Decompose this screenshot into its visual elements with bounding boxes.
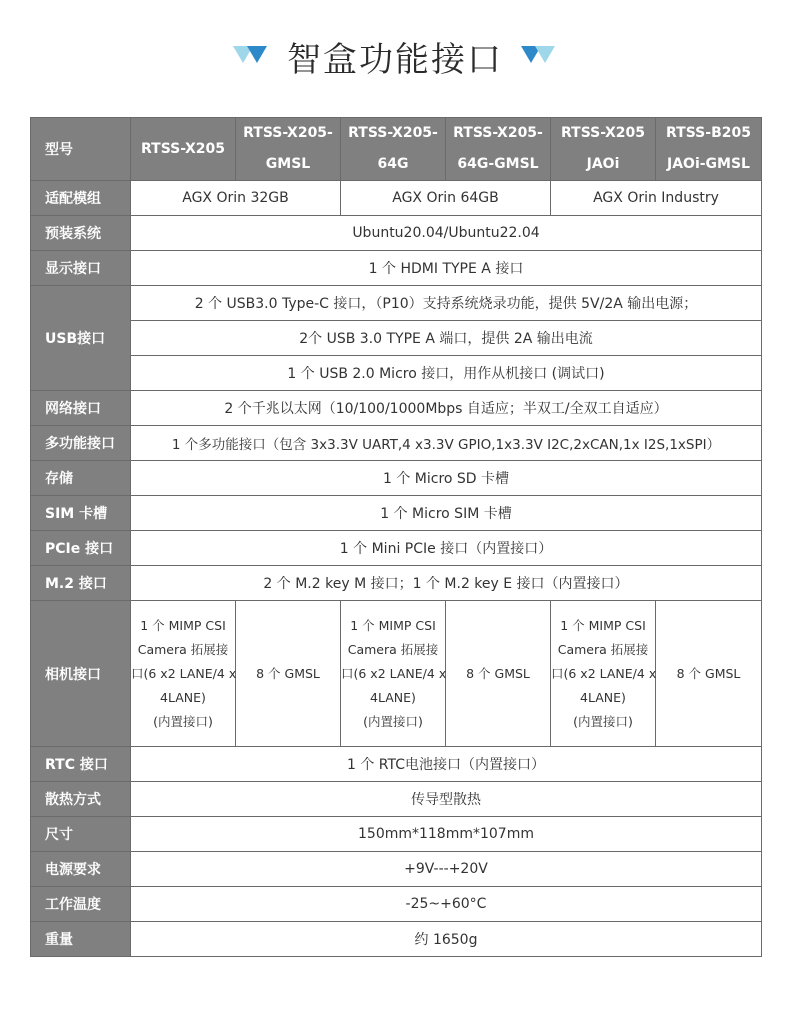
table-cell: 1 个 Mini PCIe 接口（内置接口）	[131, 531, 762, 566]
table-cell: 2 个 M.2 key M 接口；1 个 M.2 key E 接口（内置接口）	[131, 566, 762, 601]
table-cell: 2 个 USB3.0 Type-C 接口，（P10）支持系统烧录功能，提供 5V/2A 输出电源；	[131, 286, 762, 321]
model-name: RTSS-X205- 64G	[341, 118, 446, 181]
camera-csi-cell: 1 个 MIMP CSI Camera 拓展接 口(6 x2 LANE/4 x 4LANE) (内置接口)	[341, 601, 446, 747]
table-cell: AGX Orin Industry	[551, 181, 762, 216]
table-row-camera	[31, 601, 762, 747]
row-label: 电源要求	[31, 852, 131, 887]
camera-csi-cell: 1 个 MIMP CSI Camera 拓展接 口(6 x2 LANE/4 x 4LANE) (内置接口)	[551, 601, 656, 747]
row-label: 散热方式	[31, 782, 131, 817]
table-cell: 1 个 RTC电池接口（内置接口）	[131, 747, 762, 782]
model-name: RTSS-X205	[131, 118, 236, 181]
table-row	[31, 566, 762, 601]
model-header-label: 型号	[31, 118, 131, 181]
model-name: RTSS-X205- 64G-GMSL	[446, 118, 551, 181]
spec-table	[30, 117, 762, 957]
triangle-decoration-icon	[521, 46, 557, 66]
row-label: 尺寸	[31, 817, 131, 852]
table-row	[31, 426, 762, 461]
table-cell: 1 个 HDMI TYPE A 接口	[131, 251, 762, 286]
table-row	[31, 286, 762, 321]
row-label: PCIe 接口	[31, 531, 131, 566]
row-label: 多功能接口	[31, 426, 131, 461]
table-cell: -25~+60°C	[131, 887, 762, 922]
table-cell: AGX Orin 64GB	[341, 181, 551, 216]
model-name: RTSS-X205- GMSL	[236, 118, 341, 181]
row-label: 显示接口	[31, 251, 131, 286]
table-cell: AGX Orin 32GB	[131, 181, 341, 216]
row-label: 网络接口	[31, 391, 131, 426]
table-row	[31, 321, 762, 356]
table-row	[31, 216, 762, 251]
table-row	[31, 817, 762, 852]
table-cell: 1 个 Micro SD 卡槽	[131, 461, 762, 496]
camera-gmsl-cell: 8 个 GMSL	[236, 601, 341, 747]
row-label: 相机接口	[31, 601, 131, 747]
table-row	[31, 747, 762, 782]
row-label: RTC 接口	[31, 747, 131, 782]
row-label: 预装系统	[31, 216, 131, 251]
table-row	[31, 887, 762, 922]
model-name: RTSS-B205 JAOi-GMSL	[656, 118, 762, 181]
row-label: SIM 卡槽	[31, 496, 131, 531]
table-cell: 1 个 USB 2.0 Micro 接口，用作从机接口 (调试口)	[131, 356, 762, 391]
table-row	[31, 181, 762, 216]
triangle-decoration-icon	[233, 46, 269, 66]
model-name: RTSS-X205 JAOi	[551, 118, 656, 181]
camera-gmsl-cell: 8 个 GMSL	[656, 601, 762, 747]
table-cell: 传导型散热	[131, 782, 762, 817]
table-row	[31, 922, 762, 957]
table-cell: 150mm*118mm*107mm	[131, 817, 762, 852]
table-row	[31, 531, 762, 566]
table-cell: +9V---+20V	[131, 852, 762, 887]
row-label: USB接口	[31, 286, 131, 391]
camera-gmsl-cell: 8 个 GMSL	[446, 601, 551, 747]
table-row	[31, 461, 762, 496]
table-cell: 1 个 Micro SIM 卡槽	[131, 496, 762, 531]
table-row	[31, 251, 762, 286]
table-cell: 约 1650g	[131, 922, 762, 957]
table-cell: 2个 USB 3.0 TYPE A 端口，提供 2A 输出电流	[131, 321, 762, 356]
table-cell: 2 个千兆以太网（10/100/1000Mbps 自适应；半双工/全双工自适应）	[131, 391, 762, 426]
table-row	[31, 782, 762, 817]
row-label: 存储	[31, 461, 131, 496]
camera-csi-cell: 1 个 MIMP CSI Camera 拓展接 口(6 x2 LANE/4 x 4LANE) (内置接口)	[131, 601, 236, 747]
page-title: 智盒功能接口	[287, 39, 503, 80]
table-cell: 1 个多功能接口（包含 3x3.3V UART,4 x3.3V GPIO,1x3.3V I2C,2xCAN,1x I2S,1xSPI）	[131, 426, 762, 461]
table-row	[31, 391, 762, 426]
row-label: 工作温度	[31, 887, 131, 922]
row-label: 适配模组	[31, 181, 131, 216]
row-label: 重量	[31, 922, 131, 957]
table-row	[31, 356, 762, 391]
row-label: M.2 接口	[31, 566, 131, 601]
table-row	[31, 496, 762, 531]
table-row	[31, 852, 762, 887]
table-cell: Ubuntu20.04/Ubuntu22.04	[131, 216, 762, 251]
page-title-area	[0, 30, 790, 82]
model-header-row	[31, 118, 762, 181]
